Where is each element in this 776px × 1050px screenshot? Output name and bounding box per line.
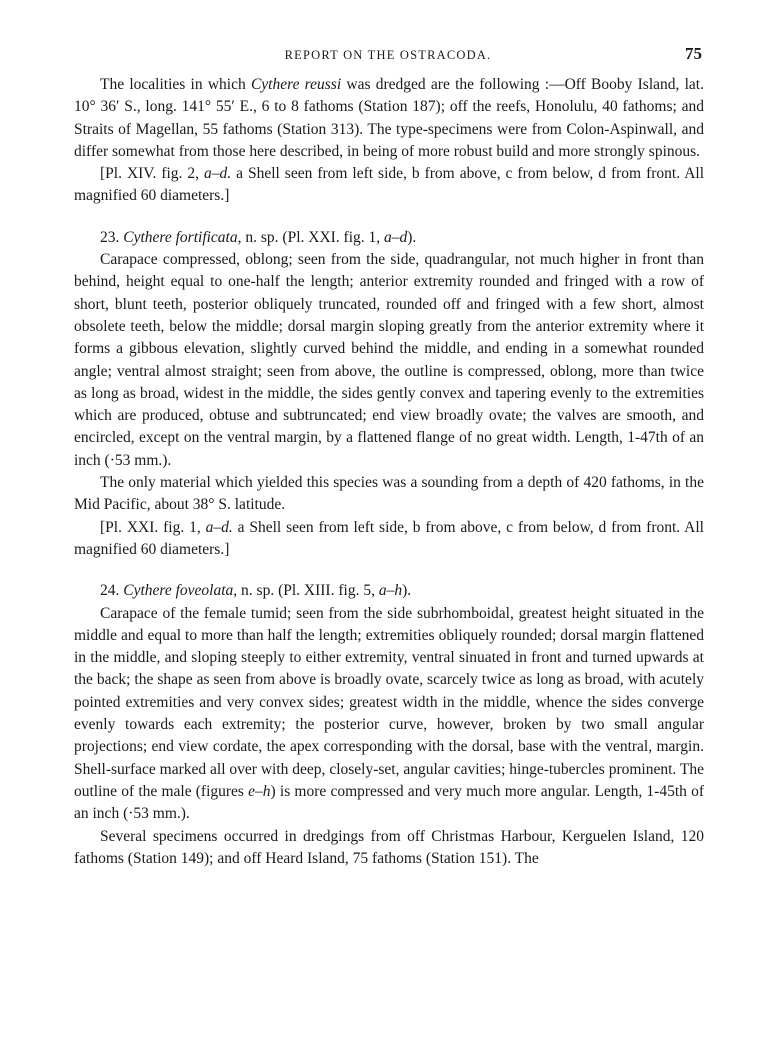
species-heading-24 (74, 580, 704, 602)
text-run: , n. sp. (Pl. XXI. fig. 1, (237, 228, 385, 246)
figure-range: a–h (378, 582, 403, 600)
species-locality-23: The only material which yielded this species was a sounding from a depth of 420 fathoms, in the Mid Pacific, about 38° S. latitude. (74, 474, 704, 514)
text-run: a Shell seen from left side, b from above, c from below, d from front. All magnified 60 diameters.] (74, 518, 704, 558)
text-run: [Pl. XIV. fig. 2, (100, 165, 205, 183)
species-name: Cythere fortificata (123, 228, 238, 246)
text-run: was dredged are the following :—Off Booby Island, lat. 10° 36′ S., long. 141° 55′ E., 6 to 8 fathoms (Station 187); off the reefs, Honolulu, 40 fathoms; and Straits of Magellan, 55 fathoms (Station 313). The type-specimens were from Colon-Aspinwall, and differ somewhat from those here described, in being of more robust build and more strongly spinous. (74, 76, 704, 160)
plate-reference (74, 163, 704, 208)
running-head: REPORT ON THE OSTRACODA. (284, 48, 492, 62)
figure-range: a–d (384, 228, 408, 246)
text-run: [Pl. XXI. fig. 1, (100, 518, 206, 536)
page-header (0, 44, 776, 70)
species-number: 24. (100, 582, 124, 600)
text-run: , n. sp. (Pl. XIII. fig. 5, (233, 582, 379, 600)
page-number: 75 (685, 44, 702, 63)
figure-range: a–d. (205, 518, 233, 536)
text-run: a Shell seen from left side, b from above, c from below, d from front. All magnified 60 diameters.] (74, 165, 704, 205)
text-run: ). (402, 582, 412, 600)
species-description-24 (74, 603, 704, 826)
species-number: 23. (100, 228, 124, 246)
species-description-23: Carapace compressed, oblong; seen from the side, quadrangular, not much higher in front than behind, height equal to one-half the length; anterior extremity rounded and fringed with a row of short, blunt teeth, posterior obliquely truncated, rounded off and fringed with a few short, almost obsolete teeth, below the middle; dorsal margin sloping greatly from the anterior extremity where it forms a gibbous elevation, slightly curved behind the middle, and ending in a somewhat rounded angle; ventral almost straight; seen from above, the outline is compressed, oblong, more than twice as long as broad, widest in the middle, the sides gently convex and tapering evenly to the extremities which are produced, obtuse and subtruncated; end view broadly ovate; the valves are smooth, and encircled, except on the ventral margin, by a flattened flange of no great width. Length, 1-47th of an inch (·53 mm.). (74, 251, 704, 469)
plate-reference-23 (74, 517, 704, 562)
text-run: Carapace of the female tumid; seen from the side subrhomboidal, greatest height situated in the middle and equal to more than half the length; extremities obliquely rounded; dorsal margin flattened in the middle, and sloping steeply to either extremity, ventral sinuated in front and turned upwards at the back; the shape as seen from above is broadly ovate, scarcely twice as long as broad, with acutely pointed extremities and very convex sides; greatest width in the middle, whence the sides converge evenly towards each extremity; the posterior curve, however, broken by two small angular projections; end view cordate, the apex corresponding with the dorsal, base with the ventral, margin. Shell-surface marked all over with deep, closely-set, angular cavities; hinge-tubercles prominent. The outline of the male (figures (74, 604, 704, 800)
paragraph-localities (74, 74, 704, 163)
figure-range: a–d. (204, 165, 232, 183)
species-name: Cythere reussi (250, 76, 342, 93)
text-run: ) is more compressed and very much more angular. Length, 1-45th of an inch (·53 mm.). (74, 782, 704, 823)
text-run: ). (407, 228, 417, 246)
figure-range: e–h (248, 782, 271, 800)
species-name: Cythere foveolata (123, 582, 234, 600)
page-body (74, 74, 704, 870)
species-heading-23 (74, 227, 704, 249)
text-run: The localities in which (100, 76, 251, 93)
species-locality-24: Several specimens occurred in dredgings from off Christmas Harbour, Kerguelen Island, 120 fathoms (Station 149); and off Heard Island, 75 fathoms (Station 151). The (74, 827, 704, 867)
